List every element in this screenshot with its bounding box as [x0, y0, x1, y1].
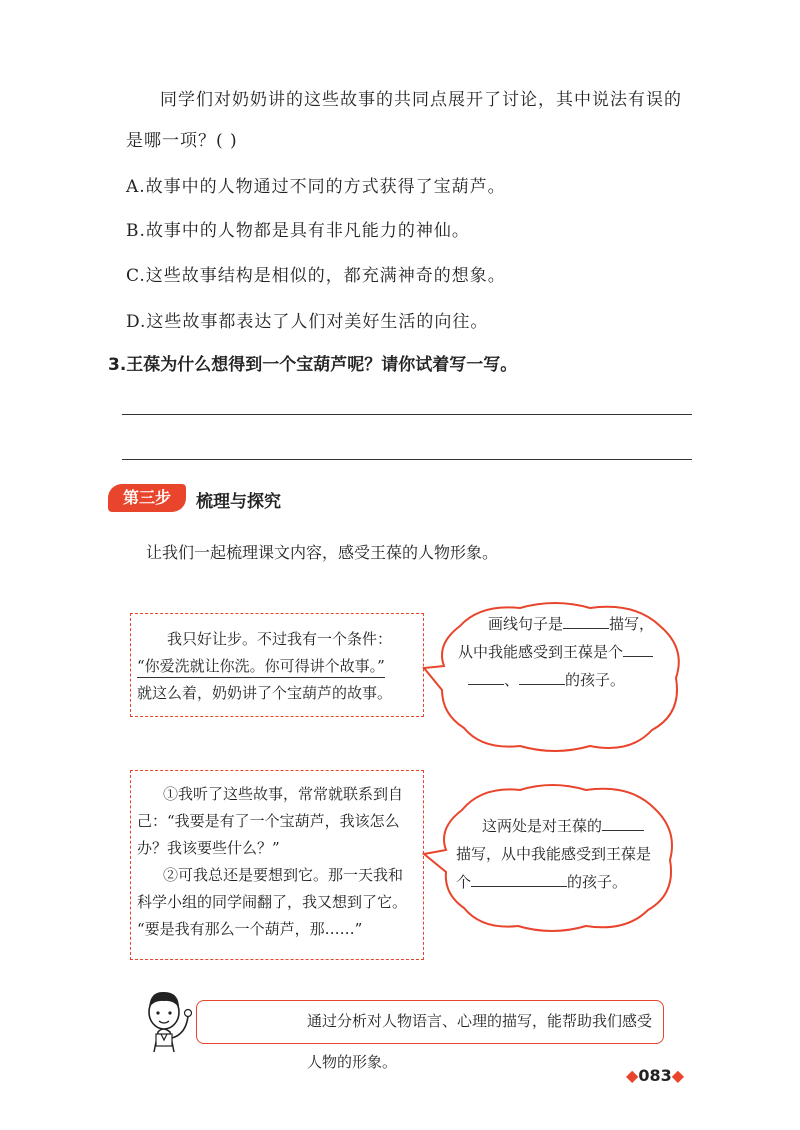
- excerpt1-underlined-sentence: “你爱洗就让你洗。你可得讲个故事。”: [137, 655, 385, 678]
- cloud2-text: [456, 812, 682, 896]
- cloud1-part1: 画线句子是: [488, 615, 564, 633]
- cloud1-part3: 从中我能感受到王葆是个: [458, 643, 624, 661]
- cloud1-part5: 的孩子。: [565, 671, 626, 689]
- excerpt2-box: [130, 770, 424, 960]
- excerpt1-box: [130, 613, 424, 717]
- page-number: [626, 1066, 684, 1085]
- cloud1-part4: 、: [504, 671, 520, 689]
- cloud1-text: [458, 610, 688, 694]
- cloud2-part1: 这两处是对王葆的: [482, 817, 603, 835]
- excerpt2-line1: ①我听了这些故事，常常就联系到自: [163, 785, 404, 803]
- cloud2-part4: 的孩子。: [567, 873, 628, 891]
- tip-box: 通过分析对人物语言、心理的描写，能帮助我们感受人物的形象。: [196, 1000, 664, 1044]
- page-number-left-diamond-icon: ◆: [626, 1066, 639, 1085]
- page-number-right-diamond-icon: ◆: [671, 1066, 685, 1085]
- cloud1-part2: 描写，: [609, 615, 655, 633]
- cloud1-blank-4[interactable]: [519, 668, 565, 685]
- question2-stem-line1: 同学们对奶奶讲的这些故事的共同点展开了讨论，其中说法有误的: [160, 90, 682, 110]
- question2-option-c[interactable]: C.这些故事结构是相似的，都充满神奇的想象。: [126, 266, 506, 286]
- answer-line-2[interactable]: [122, 459, 692, 460]
- excerpt2-line6: “要是我有那么一个葫芦，那……”: [137, 920, 363, 938]
- cloud2-part3: 个: [456, 873, 472, 891]
- question3-text: 3.王葆为什么想得到一个宝葫芦呢？请你试着写一写。: [108, 355, 518, 375]
- cloud2-part2: 描写，从中我能感受到王葆是: [456, 845, 652, 863]
- excerpt2-line5: 科学小组的同学闹翻了，我又想到了它。: [137, 893, 408, 911]
- question2-option-b[interactable]: B.故事中的人物都是具有非凡能力的神仙。: [126, 221, 470, 241]
- step3-badge: 第三步: [108, 484, 186, 512]
- step3-intro: 让我们一起梳理课文内容，感受王葆的人物形象。: [146, 543, 499, 562]
- question2-option-d[interactable]: D.这些故事都表达了人们对美好生活的向往。: [126, 312, 489, 332]
- boy-illustration-icon: [128, 982, 198, 1060]
- step3-title: 梳理与探究: [196, 492, 281, 512]
- cloud1-blank-3[interactable]: [468, 668, 504, 685]
- excerpt1-line1: 我只好让步。不过我有一个条件：: [167, 630, 393, 648]
- page-number-text: 083: [638, 1066, 672, 1085]
- excerpt1-line3: 就这么着，奶奶讲了个宝葫芦的故事。: [137, 684, 393, 702]
- question2-stem-line2: 是哪一项？( ): [126, 131, 238, 151]
- cloud2-blank-2[interactable]: [471, 870, 567, 887]
- excerpt2-line4: ②可我总还是要想到它。那一天我和: [163, 866, 404, 884]
- excerpt2-line2: 己：“我要是有了一个宝葫芦，我该怎么: [137, 812, 400, 830]
- excerpt2-line3: 办？我该要些什么？”: [137, 839, 280, 857]
- question2-option-a[interactable]: A.故事中的人物通过不同的方式获得了宝葫芦。: [126, 177, 506, 197]
- cloud2-blank-1[interactable]: [602, 814, 644, 831]
- answer-line-1[interactable]: [122, 414, 692, 415]
- cloud1-blank-1[interactable]: [563, 612, 609, 629]
- cloud1-blank-2[interactable]: [623, 640, 653, 657]
